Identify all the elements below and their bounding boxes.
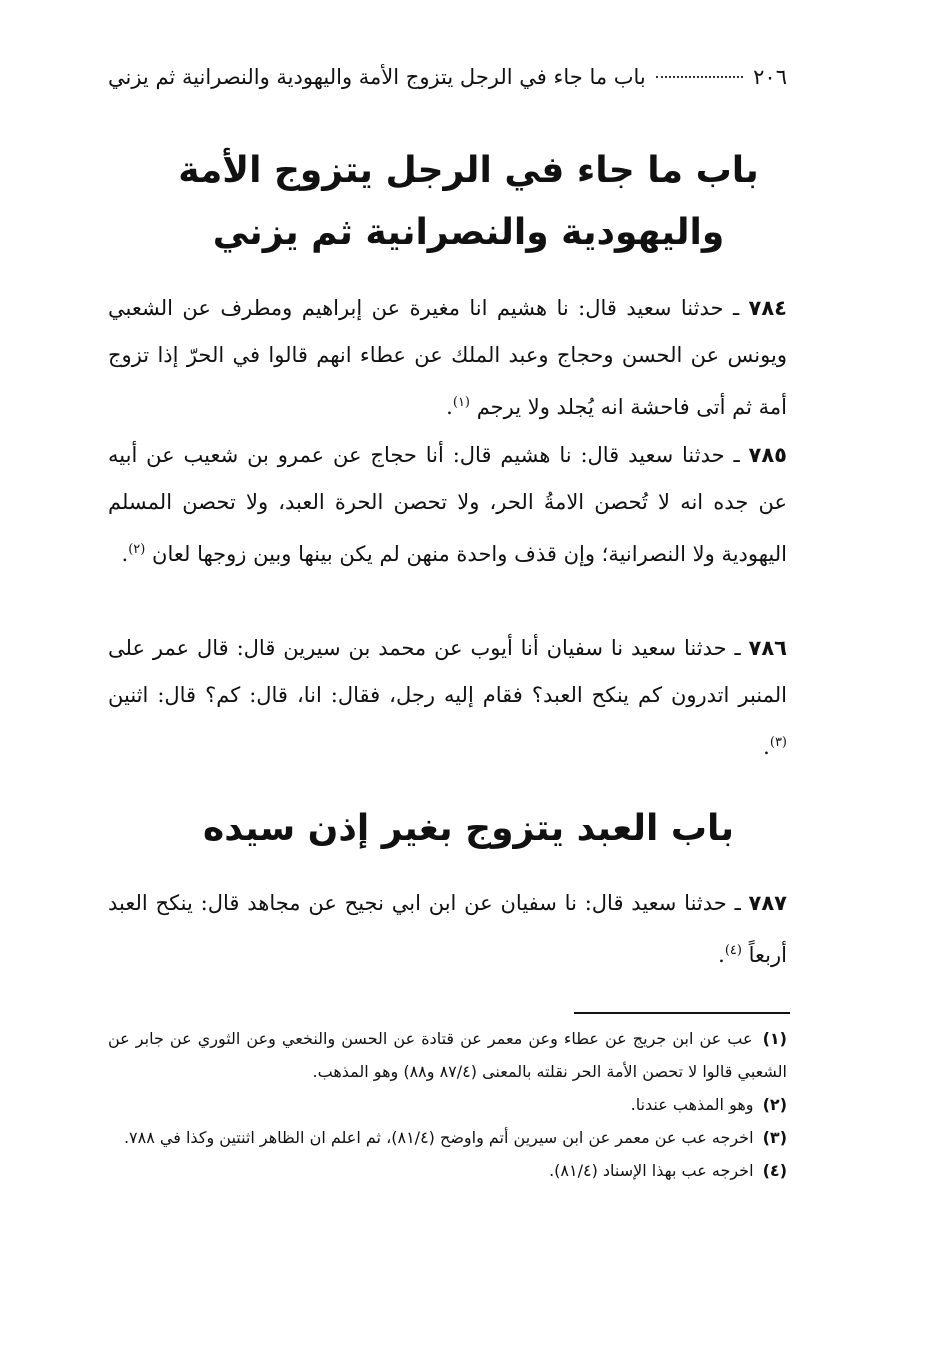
chapter-title-2: باب العبد يتزوج بغير إذن سيده [202, 808, 735, 849]
footnote-text: عب عن ابن جريج عن عطاء وعن معمر عن قتادة عن الحسن والنخعي وعن الثوري عن جابر عن الشعبي قالوا لا تحصن الأمة الحر نقلته بالمعنى (٨٧/٤ و٨٨) وهو المذهب. [108, 1029, 787, 1081]
footnote-ref: (٤) [724, 943, 742, 958]
page-number: ٢٠٦ [753, 65, 787, 89]
hadith-785 [108, 432, 787, 578]
footnote-text: اخرجه عب بهذا الإسناد (٨١/٤). [549, 1161, 754, 1180]
chapter-title-1-line-1: باب ما جاء في الرجل يتزوج الأمة [178, 150, 759, 191]
hadith-787 [108, 880, 787, 979]
period: . [446, 395, 453, 419]
footnote-2 [108, 1088, 787, 1121]
period: . [763, 735, 770, 759]
dash: ـ [732, 296, 740, 320]
dash: ـ [734, 891, 741, 915]
footnote-3 [108, 1121, 787, 1154]
hadith-number: ٧٨٧ [748, 891, 787, 915]
footnote-mark: (٣) [762, 1128, 787, 1147]
footnote-ref: (١) [452, 395, 470, 410]
chapter-title-1 [150, 140, 787, 264]
hadith-number: ٧٨٤ [748, 296, 787, 320]
hadith-text: حدثنا سعيد قال: نا هشيم انا مغيرة عن إبراهيم ومطرف عن الشعبي ويونس عن الحسن وحجاج وعبد الملك عن عطاء انهم قالوا في الحرّ إذا تزوج أمة ثم أتى فاحشة انه يُجلد ولا يرجم [108, 296, 787, 419]
footnote-ref: (٣) [769, 735, 787, 750]
footnote-mark: (٤) [762, 1161, 787, 1180]
footnote-mark: (٢) [762, 1095, 787, 1114]
hadith-text: حدثنا سعيد نا سفيان أنا أيوب عن محمد بن سيرين قال: قال عمر على المنبر اتدرون كم ينكح العبد؟ فقام إليه رجل، فقال: انا، قال: كم؟ قال: اثنين [108, 636, 787, 707]
period: . [718, 943, 725, 967]
footnote-ref: (٢) [128, 542, 146, 557]
footnote-divider [574, 1012, 790, 1014]
header-dotted-leader [656, 76, 743, 78]
period: . [121, 542, 129, 566]
footnotes [108, 1022, 787, 1187]
running-header [108, 60, 787, 94]
hadith-text: حدثنا سعيد قال: نا هشيم قال: أنا حجاج عن عمرو بن شعيب عن أبيه عن جده انه لا تُحصن الامةُ الحر، ولا تحصن الحرة العبد، ولا تحصن المسلم اليهودية ولا النصرانية؛ وإن قذف واحدة منهن لم يكن بينها وبين زوجها لعان [108, 443, 787, 566]
footnote-text: وهو المذهب عندنا. [630, 1095, 754, 1114]
chapter-title-1-line-2: واليهودية والنصرانية ثم يزني [212, 212, 725, 253]
footnote-1 [108, 1022, 787, 1088]
hadith-786 [108, 625, 787, 771]
footnote-text: اخرجه عب عن معمر عن ابن سيرين أتم واوضح (٨١/٤)، ثم اعلم ان الظاهر اثنتين وكذا في ٧٨٨. [123, 1128, 754, 1147]
hadith-784 [108, 285, 787, 431]
running-title: باب ما جاء في الرجل يتزوج الأمة واليهودية والنصرانية ثم يزني [108, 65, 646, 89]
dash: ـ [733, 443, 740, 467]
dash: ـ [734, 636, 741, 660]
hadith-number: ٧٨٦ [748, 636, 787, 660]
footnote-mark: (١) [762, 1029, 787, 1048]
footnote-4 [108, 1154, 787, 1187]
hadith-text: حدثنا سعيد قال: نا سفيان عن ابن ابي نجيح عن مجاهد قال: ينكح العبد أربعاً [108, 891, 787, 967]
hadith-number: ٧٨٥ [748, 443, 787, 467]
